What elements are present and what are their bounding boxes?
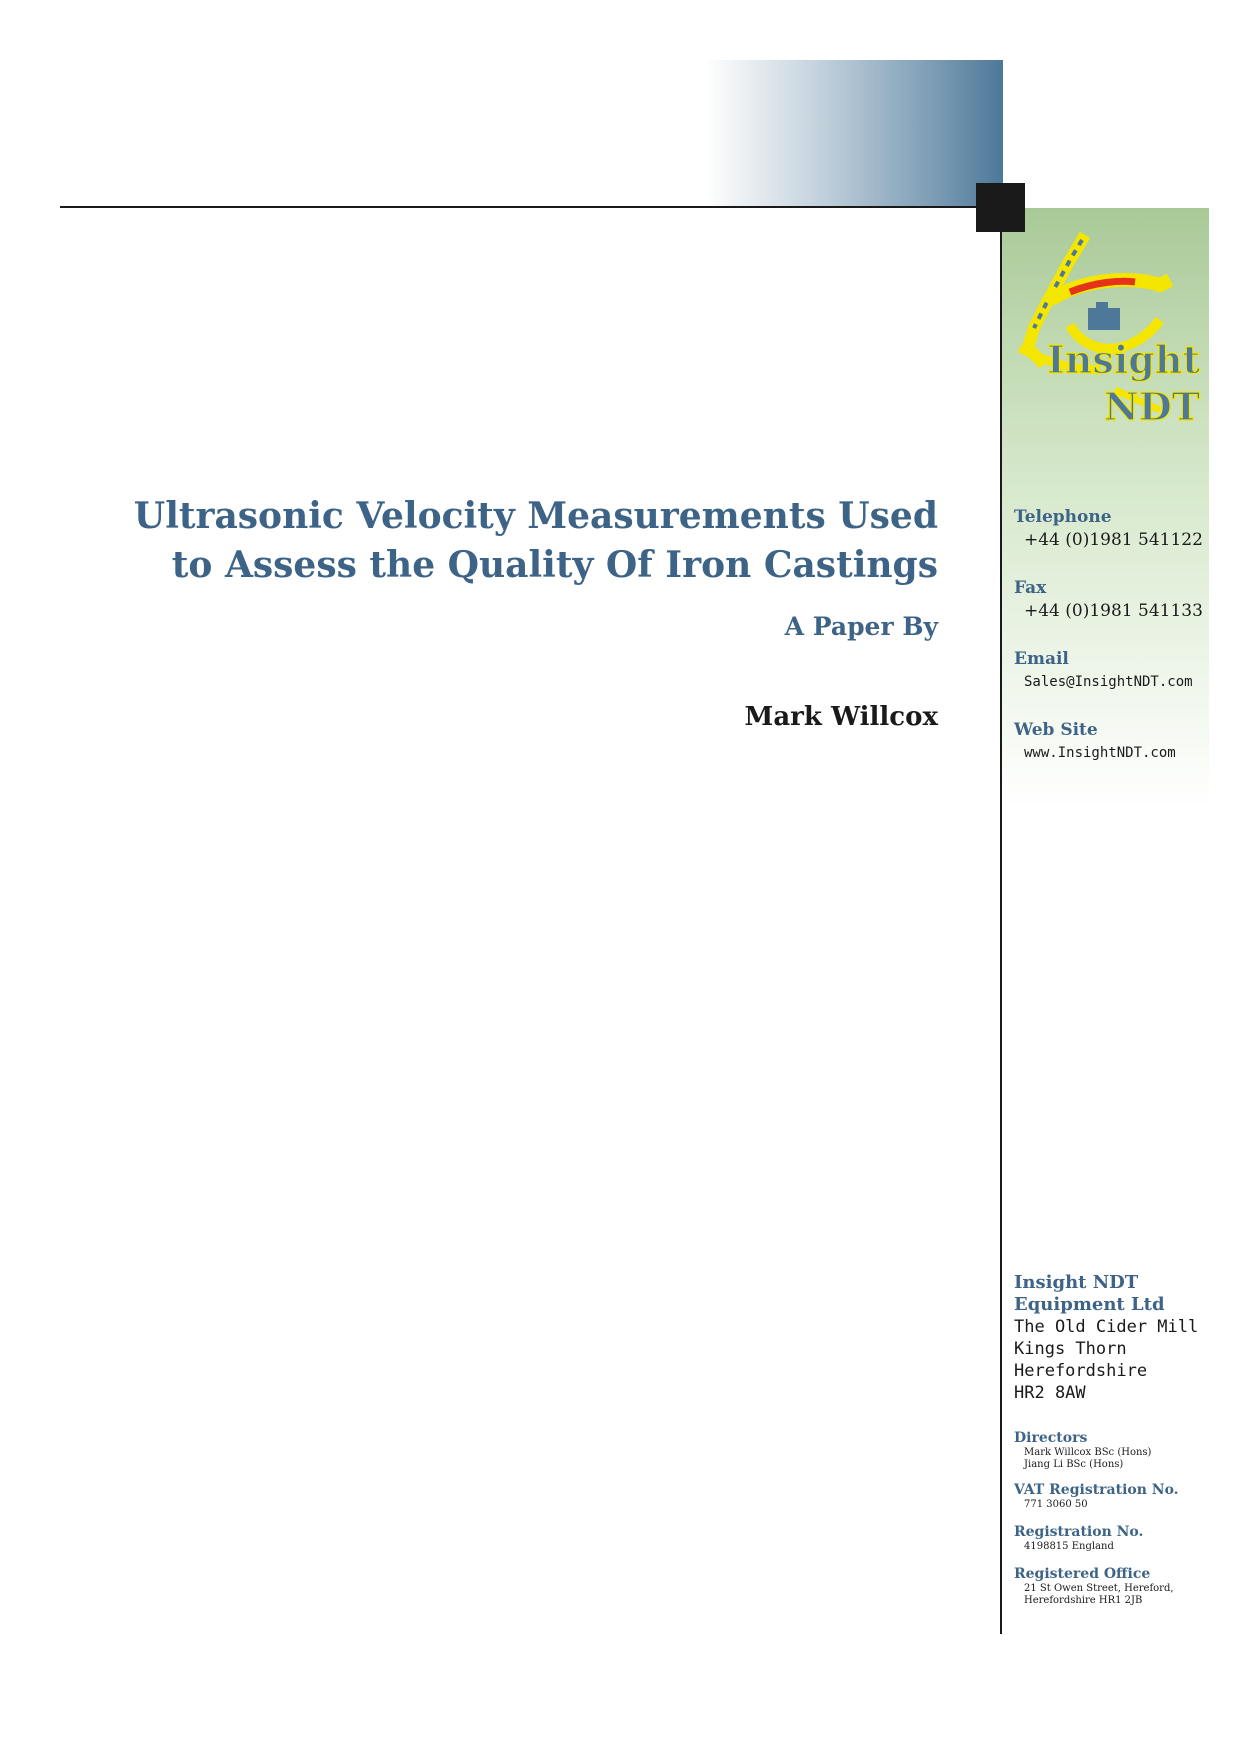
registered-office-line: 21 St Owen Street, Hereford, <box>1024 1583 1174 1594</box>
website-value[interactable]: www.InsightNDT.com <box>1024 745 1176 761</box>
vat-value: 771 3060 50 <box>1024 1499 1088 1510</box>
registration-block <box>1014 1524 1214 1553</box>
logo-text-ndt: NDT <box>1104 384 1200 429</box>
address-line: Herefordshire <box>1014 1361 1148 1381</box>
company-address <box>1014 1272 1214 1404</box>
contact-telephone <box>1014 507 1209 551</box>
sidebar-rule <box>1000 206 1002 1634</box>
title-line-2: to Assess the Quality Of Iron Castings <box>171 544 938 586</box>
director-name: Jiang Li BSc (Hons) <box>1024 1459 1124 1470</box>
fax-value: +44 (0)1981 541133 <box>1024 601 1203 621</box>
document-title <box>78 492 938 590</box>
fax-label: Fax <box>1014 578 1047 598</box>
directors-block <box>1014 1430 1214 1471</box>
registered-office-line: Herefordshire HR1 2JB <box>1024 1595 1143 1606</box>
telephone-label: Telephone <box>1014 507 1112 527</box>
author-name: Mark Willcox <box>744 702 938 732</box>
director-name: Mark Willcox BSc (Hons) <box>1024 1447 1152 1458</box>
email-value[interactable]: Sales@InsightNDT.com <box>1024 674 1193 690</box>
registration-value: 4198815 England <box>1024 1541 1114 1552</box>
company-name-line-1: Insight NDT <box>1014 1272 1139 1293</box>
address-line: HR2 8AW <box>1014 1383 1086 1403</box>
company-name-line-2: Equipment Ltd <box>1014 1294 1165 1315</box>
header-rule <box>60 206 1003 208</box>
address-line: The Old Cider Mill <box>1014 1317 1199 1337</box>
email-label: Email <box>1014 649 1069 669</box>
registered-office-block <box>1014 1566 1214 1607</box>
contact-fax <box>1014 578 1209 622</box>
address-line: Kings Thorn <box>1014 1339 1127 1359</box>
vat-label: VAT Registration No. <box>1014 1482 1179 1498</box>
contact-website <box>1014 720 1209 764</box>
title-line-1: Ultrasonic Velocity Measurements Used <box>133 495 938 537</box>
vat-block <box>1014 1482 1214 1511</box>
insight-ndt-logo <box>1010 230 1205 465</box>
registered-office-label: Registered Office <box>1014 1566 1151 1582</box>
telephone-value: +44 (0)1981 541122 <box>1024 530 1203 550</box>
byline: A Paper By <box>784 612 938 641</box>
registration-label: Registration No. <box>1014 1524 1144 1540</box>
corner-square <box>976 183 1025 232</box>
website-label: Web Site <box>1014 720 1098 740</box>
logo-text-insight: Insight <box>1047 337 1200 382</box>
header-gradient-block <box>705 60 1003 207</box>
directors-label: Directors <box>1014 1430 1088 1446</box>
contact-email <box>1014 649 1209 693</box>
